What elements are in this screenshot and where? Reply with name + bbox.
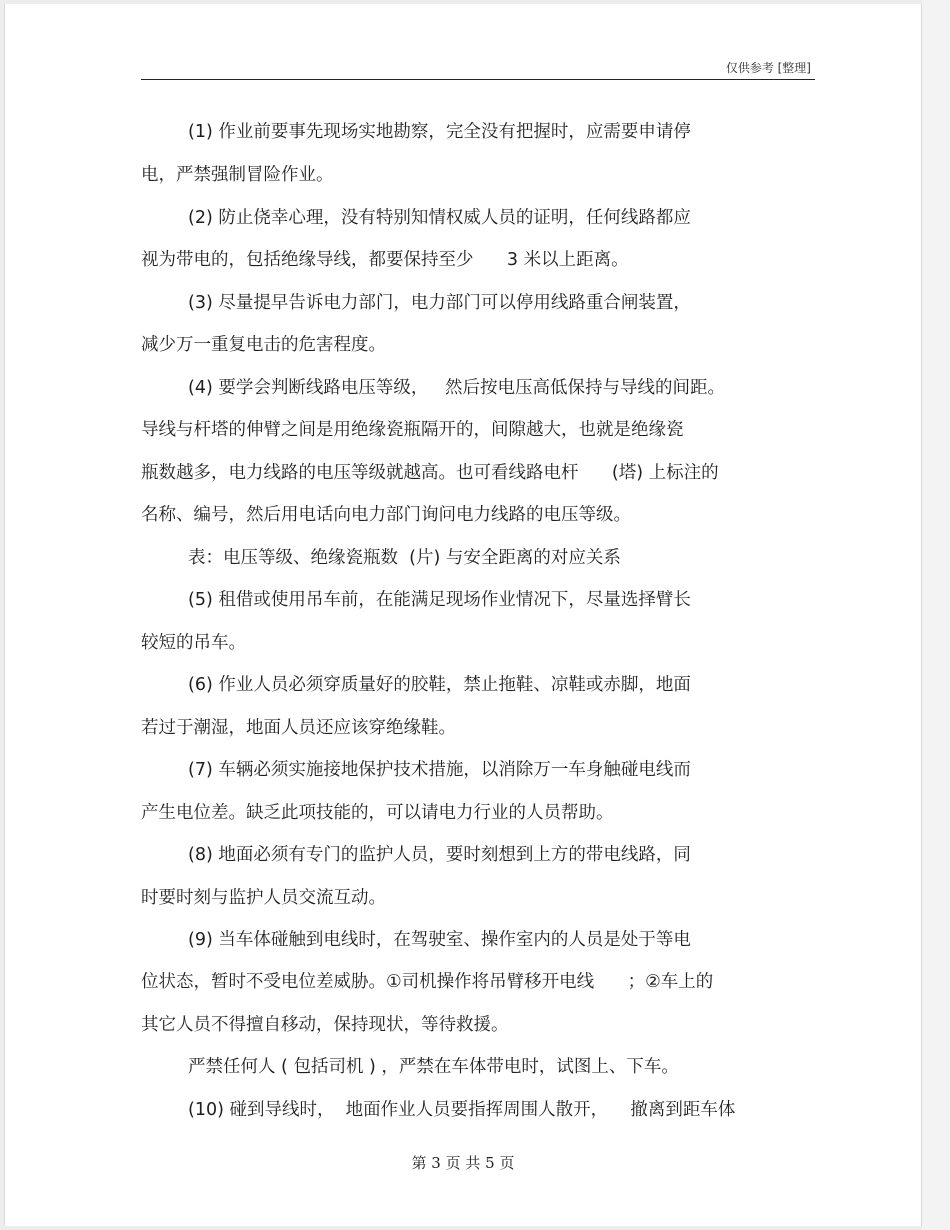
text-line: 瓶数越多，电力线路的电压等级就越高。也可看线路电杆 (塔) 上标注的 (141, 463, 719, 483)
text-line: 电，严禁强制冒险作业。 (141, 165, 334, 185)
text-line: 减少万一重复电击的危害程度。 (141, 335, 386, 355)
text-line: 若过于潮湿，地面人员还应该穿绝缘鞋。 (141, 718, 456, 738)
text-line: 其它人员不得擅自移动，保持现状，等待救援。 (141, 1015, 509, 1035)
page-footer: 第 3 页 共 5 页 (411, 1154, 515, 1172)
text-line: (4) 要学会判断线路电压等级， 然后按电压高低保持与导线的间距。 (188, 378, 726, 398)
text-line: 严禁任何人 ( 包括司机 ) ，严禁在车体带电时，试图上、下车。 (188, 1057, 679, 1077)
document-page (4, 4, 922, 1226)
text-line: 导线与杆塔的伸臂之间是用绝缘瓷瓶隔开的，间隙越大，也就是绝缘瓷 (141, 420, 684, 440)
text-line: 位状态，暂时不受电位差威胁。①司机操作将吊臂移开电线 ；②车上的 (141, 972, 714, 992)
text-line: (1) 作业前要事先现场实地勘察，完全没有把握时，应需要申请停 (188, 122, 691, 142)
text-line: (6) 作业人员必须穿质量好的胶鞋，禁止拖鞋、凉鞋或赤脚，地面 (188, 675, 691, 695)
text-line: (8) 地面必须有专门的监护人员，要时刻想到上方的带电线路，同 (188, 845, 691, 865)
text-line: 视为带电的，包括绝缘导线，都要保持至少 3 米以上距离。 (141, 250, 629, 270)
text-line: 名称、编号，然后用电话向电力部门询问电力线路的电压等级。 (141, 505, 631, 525)
text-line: 较短的吊车。 (141, 633, 246, 653)
text-line: (9) 当车体碰触到电线时，在驾驶室、操作室内的人员是处于等电 (188, 930, 691, 950)
text-line: (7) 车辆必须实施接地保护技术措施，以消除万一车身触碰电线而 (188, 760, 691, 780)
text-line: (3) 尽量提早告诉电力部门，电力部门可以停用线路重合闸装置， (188, 293, 691, 313)
text-line: (10) 碰到导线时， 地面作业人员要指挥周围人散开， 撤离到距车体 (188, 1100, 736, 1120)
text-line: 表：电压等级、绝缘瓷瓶数 (片) 与安全距离的对应关系 (188, 548, 621, 568)
text-line: 产生电位差。缺乏此项技能的，可以请电力行业的人员帮助。 (141, 803, 614, 823)
page-header: 仅供参考 [整理] (725, 61, 811, 75)
text-line: (2) 防止侥幸心理，没有特别知情权威人员的证明，任何线路都应 (188, 208, 691, 228)
text-line: (5) 租借或使用吊车前，在能满足现场作业情况下，尽量选择臂长 (188, 590, 691, 610)
text-line: 时要时刻与监护人员交流互动。 (141, 888, 386, 908)
header-rule (141, 79, 815, 80)
viewer-margin (922, 0, 950, 1230)
